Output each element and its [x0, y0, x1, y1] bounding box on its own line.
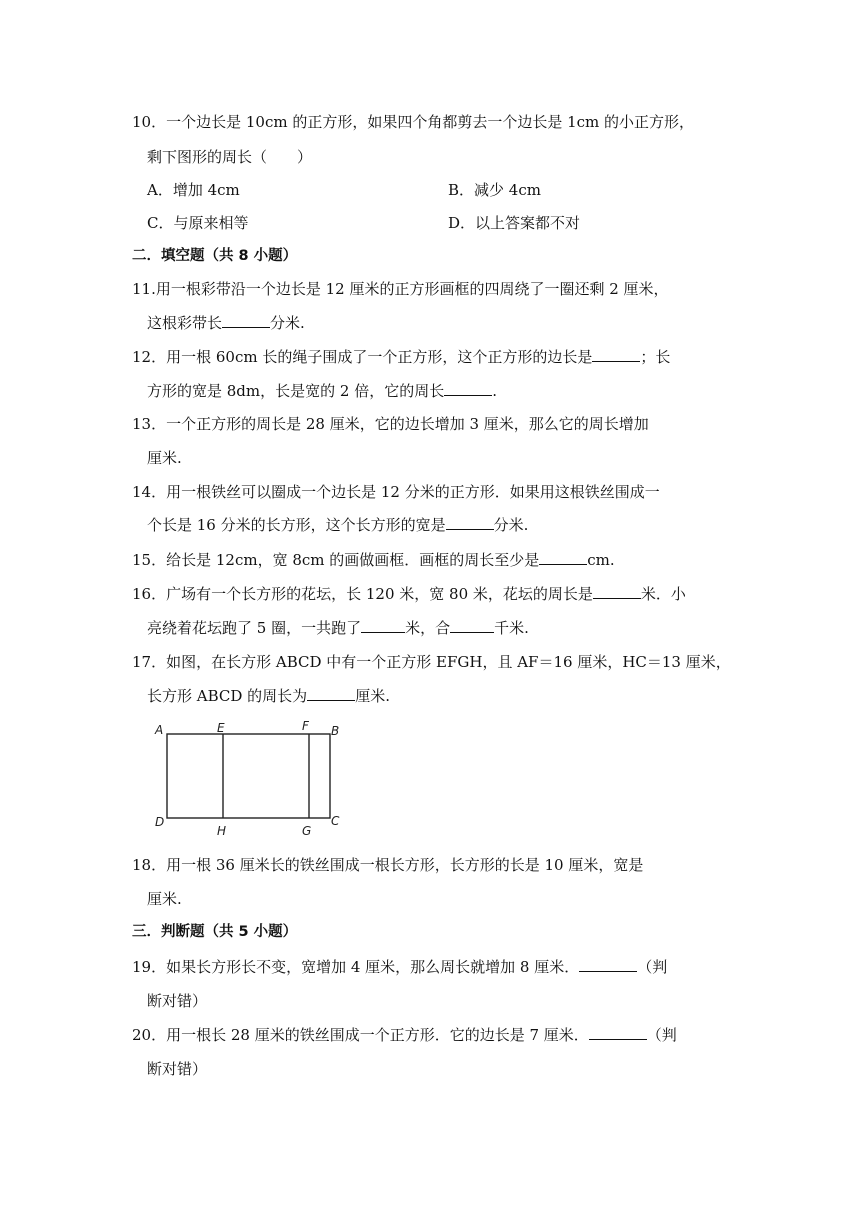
q17-rectangle-figure — [150, 718, 350, 842]
q10-option-d: D．以上答案都不对 — [448, 214, 581, 232]
rectangle-abcd — [167, 734, 330, 818]
label-h: H — [217, 824, 227, 838]
q17-answer-blank[interactable] — [307, 686, 355, 701]
q16-text-d: 米，合 — [405, 619, 451, 637]
q14-line1: 14．用一根铁丝可以圈成一个边长是 12 分米的正方形．如果用这根铁丝围成一 — [132, 483, 660, 501]
q15-text-b: cm. — [587, 551, 615, 569]
q11-answer-blank[interactable] — [222, 313, 270, 328]
q19-line2: 断对错） — [147, 992, 208, 1010]
q17-line1: 17．如图，在长方形 ABCD 中有一个正方形 EFGH，且 AF＝16 厘米，HC＝13 厘米， — [132, 653, 731, 671]
q19-line1 — [132, 957, 667, 977]
label-a: A — [155, 723, 164, 737]
q15-line1 — [132, 550, 615, 570]
q12-line1 — [132, 347, 670, 367]
q11-text-a: 这根彩带长 — [147, 314, 223, 332]
q19-text-a: 19．如果长方形长不变，宽增加 4 厘米，那么周长就增加 8 厘米． — [132, 958, 580, 976]
q15-answer-blank[interactable] — [539, 550, 587, 565]
q13-line1: 13．一个正方形的周长是 28 厘米，它的边长增加 3 厘米，那么它的周长增加 — [132, 415, 649, 433]
section-fill-in-title: 二．填空题（共 8 小题） — [132, 248, 298, 264]
q16-answer-blank-2[interactable] — [361, 618, 405, 633]
q10-option-b: B．减少 4cm — [448, 181, 541, 199]
q12-line2 — [147, 381, 497, 401]
q18-line1: 18．用一根 36 厘米长的铁丝围成一根长方形，长方形的长是 10 厘米，宽是 — [132, 856, 644, 874]
q12-text-a: 12．用一根 60cm 长的绳子围成了一个正方形，这个正方形的边长是 — [132, 348, 593, 366]
q17-line2 — [147, 686, 390, 706]
q10-option-c: C．与原来相等 — [147, 214, 249, 232]
q12-text-d: . — [492, 382, 497, 400]
label-e: E — [217, 721, 225, 735]
q10-line1: 10．一个边长是 10cm 的正方形，如果四个角都剪去一个边长是 1cm 的小正方形， — [132, 113, 695, 131]
q12-text-b: ；长 — [640, 348, 671, 366]
q20-text-b: （判 — [646, 1026, 677, 1044]
q20-line1 — [132, 1025, 677, 1045]
label-b: B — [331, 724, 340, 738]
q16-answer-blank-1[interactable] — [593, 584, 641, 599]
q10-option-a: A．增加 4cm — [147, 181, 240, 199]
q16-text-e: 千米. — [494, 619, 529, 637]
q17-text-b: 厘米. — [355, 687, 390, 705]
q17-text-a: 长方形 ABCD 的周长为 — [147, 687, 308, 705]
q14-answer-blank[interactable] — [446, 515, 494, 530]
q18-line2: 厘米. — [147, 890, 182, 908]
q19-answer-blank[interactable] — [579, 957, 637, 972]
label-g: G — [302, 824, 312, 838]
q10-line2: 剩下图形的周长（ ） — [147, 148, 313, 166]
q16-line1 — [132, 584, 686, 604]
q16-text-c: 亮绕着花坛跑了 5 圈，一共跑了 — [147, 619, 362, 637]
q14-text-a: 个长是 16 分米的长方形，这个长方形的宽是 — [147, 516, 446, 534]
q16-answer-blank-3[interactable] — [450, 618, 494, 633]
q12-answer-blank-1[interactable] — [592, 347, 640, 362]
q13-line2: 厘米. — [147, 449, 182, 467]
section-true-false-title: 三．判断题（共 5 小题） — [132, 924, 298, 940]
label-d: D — [155, 815, 165, 829]
q14-text-b: 分米. — [493, 516, 529, 534]
q20-text-a: 20．用一根长 28 厘米的铁丝围成一个正方形．它的边长是 7 厘米． — [132, 1026, 589, 1044]
q11-line2 — [147, 313, 305, 333]
label-f: F — [302, 719, 309, 733]
label-c: C — [331, 814, 340, 828]
q20-answer-blank[interactable] — [589, 1025, 647, 1040]
q12-answer-blank-2[interactable] — [444, 381, 492, 396]
q12-text-c: 方形的宽是 8dm，长是宽的 2 倍，它的周长 — [147, 382, 445, 400]
q19-text-b: （判 — [637, 958, 668, 976]
q16-line2 — [147, 618, 529, 638]
q15-text-a: 15．给长是 12cm，宽 8cm 的画做画框．画框的周长至少是 — [132, 551, 540, 569]
q16-text-b: 米．小 — [640, 585, 686, 603]
q11-text-b: 分米. — [270, 314, 305, 332]
q20-line2: 断对错） — [147, 1060, 208, 1078]
q11-line1: 11.用一根彩带沿一个边长是 12 厘米的正方形画框的四周绕了一圈还剩 2 厘米， — [132, 280, 669, 298]
q14-line2 — [147, 515, 528, 535]
q16-text-a: 16．广场有一个长方形的花坛，长 120 米，宽 80 米，花坛的周长是 — [132, 585, 593, 603]
